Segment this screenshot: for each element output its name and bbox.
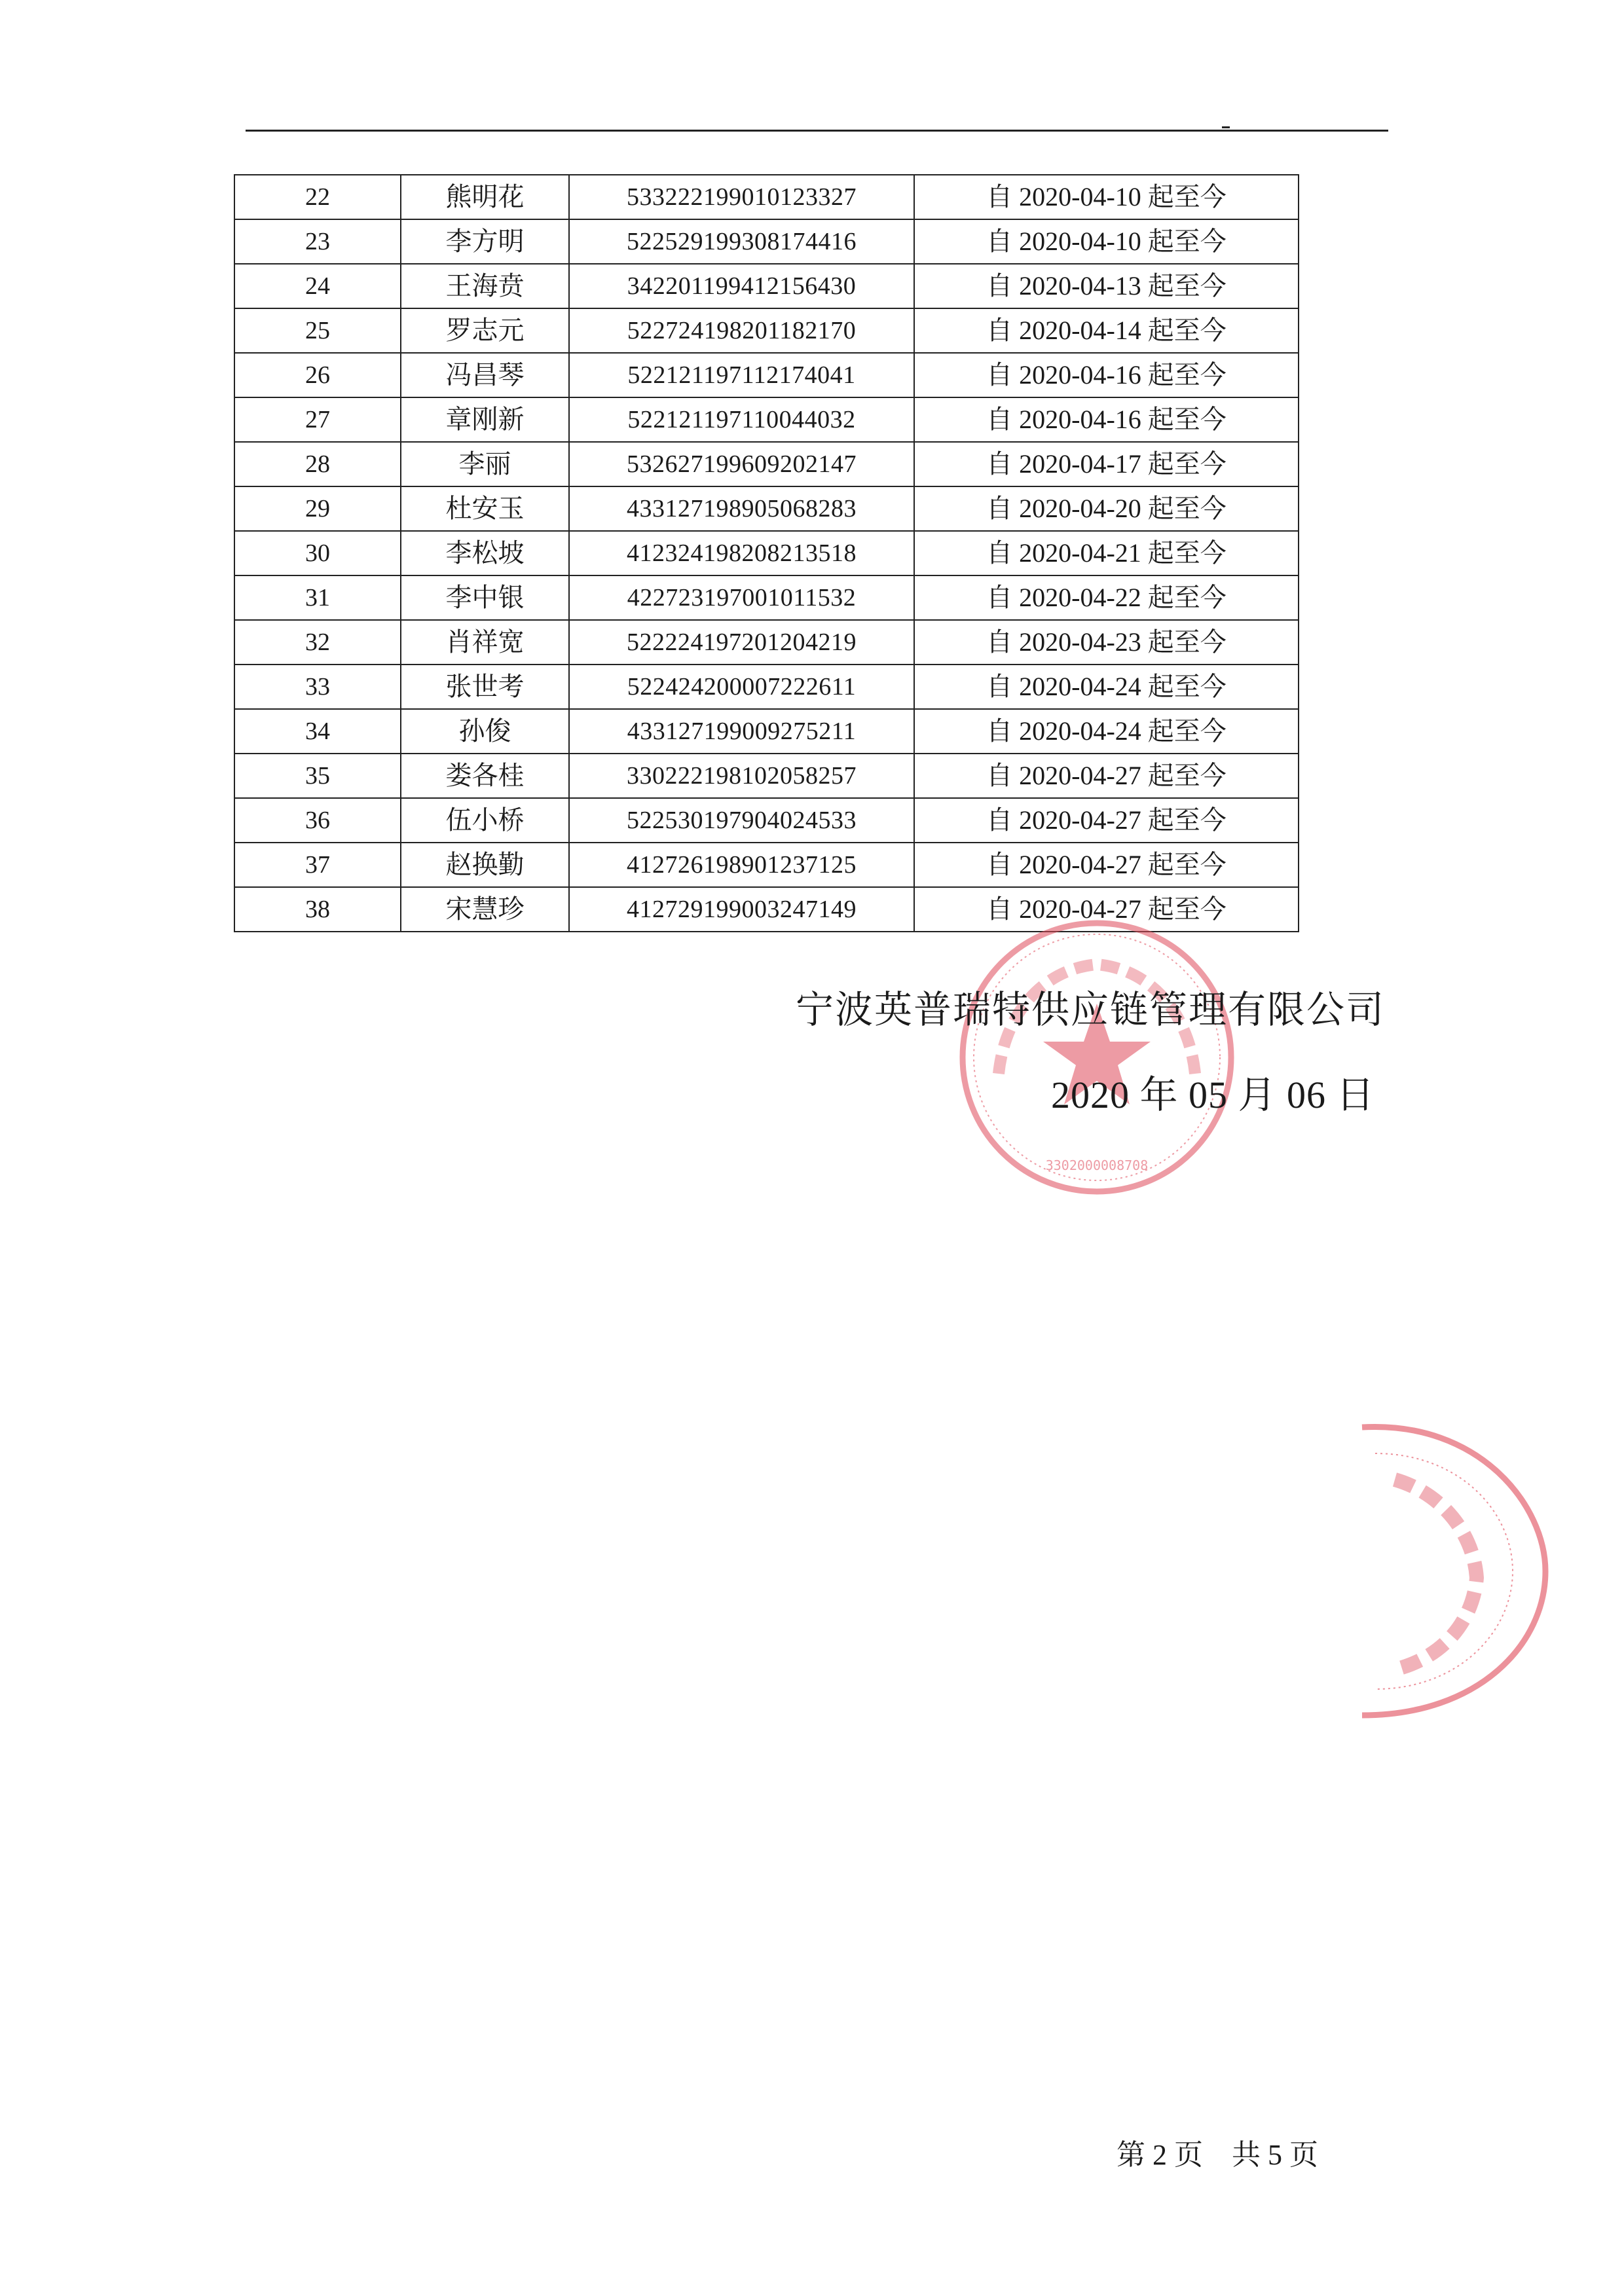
id-number: 522424200007222611	[569, 665, 914, 709]
row-number: 36	[234, 798, 401, 843]
employment-period: 自 2020-04-27 起至今	[914, 887, 1299, 932]
id-number: 522224197201204219	[569, 620, 914, 665]
table-row	[234, 264, 1299, 308]
id-number: 522529199308174416	[569, 219, 914, 264]
table-row	[234, 442, 1299, 486]
table-row	[234, 531, 1299, 575]
employee-name: 肖祥宽	[401, 620, 569, 665]
employee-name: 熊明花	[401, 175, 569, 219]
row-number: 29	[234, 486, 401, 531]
row-number: 38	[234, 887, 401, 932]
row-number: 33	[234, 665, 401, 709]
seal-number: 3302000008708	[1045, 1157, 1149, 1173]
table-row	[234, 397, 1299, 442]
employment-period: 自 2020-04-22 起至今	[914, 575, 1299, 620]
table-row	[234, 843, 1299, 887]
employee-name: 杜安玉	[401, 486, 569, 531]
page-total: 共 5 页	[1232, 2139, 1318, 2171]
row-number: 35	[234, 754, 401, 798]
employee-name: 赵换勤	[401, 843, 569, 887]
employee-name: 张世考	[401, 665, 569, 709]
employee-name: 娄各桂	[401, 754, 569, 798]
id-number: 412324198208213518	[569, 531, 914, 575]
table-row	[234, 620, 1299, 665]
table-row	[234, 308, 1299, 353]
row-number: 31	[234, 575, 401, 620]
company-name: 宁波英普瑞特供应链管理有限公司	[796, 989, 1386, 1031]
id-number: 330222198102058257	[569, 754, 914, 798]
page-number: 第 2 页	[1116, 2139, 1203, 2171]
employment-period: 自 2020-04-10 起至今	[914, 219, 1299, 264]
id-number: 433127198905068283	[569, 486, 914, 531]
employee-name: 李方明	[401, 219, 569, 264]
edge-seal-fragment	[1349, 1408, 1611, 1735]
row-number: 27	[234, 397, 401, 442]
row-number: 26	[234, 353, 401, 397]
employment-period: 自 2020-04-23 起至今	[914, 620, 1299, 665]
table-row	[234, 175, 1299, 219]
id-number: 412726198901237125	[569, 843, 914, 887]
roster-body	[234, 175, 1299, 932]
table-row	[234, 575, 1299, 620]
signature-date: 2020 年 05 月 06 日	[1051, 1074, 1375, 1116]
employment-period: 自 2020-04-24 起至今	[914, 709, 1299, 754]
header-dash	[1222, 126, 1230, 128]
id-number: 532627199609202147	[569, 442, 914, 486]
employee-name: 李中银	[401, 575, 569, 620]
row-number: 34	[234, 709, 401, 754]
employment-period: 自 2020-04-17 起至今	[914, 442, 1299, 486]
company-seal	[953, 913, 1241, 1201]
employment-period: 自 2020-04-13 起至今	[914, 264, 1299, 308]
id-number: 522121197112174041	[569, 353, 914, 397]
employment-period: 自 2020-04-24 起至今	[914, 665, 1299, 709]
table-row	[234, 665, 1299, 709]
table-row	[234, 219, 1299, 264]
employment-period: 自 2020-04-16 起至今	[914, 353, 1299, 397]
employee-name: 章刚新	[401, 397, 569, 442]
row-number: 22	[234, 175, 401, 219]
employment-period: 自 2020-04-27 起至今	[914, 843, 1299, 887]
employment-period: 自 2020-04-16 起至今	[914, 397, 1299, 442]
table-row	[234, 353, 1299, 397]
employment-period: 自 2020-04-10 起至今	[914, 175, 1299, 219]
id-number: 522530197904024533	[569, 798, 914, 843]
id-number: 433127199009275211	[569, 709, 914, 754]
employment-period: 自 2020-04-20 起至今	[914, 486, 1299, 531]
row-number: 28	[234, 442, 401, 486]
employment-period: 自 2020-04-27 起至今	[914, 754, 1299, 798]
table-row	[234, 709, 1299, 754]
employee-name: 孙俊	[401, 709, 569, 754]
employee-name: 宋慧珍	[401, 887, 569, 932]
id-number: 422723197001011532	[569, 575, 914, 620]
id-number: 342201199412156430	[569, 264, 914, 308]
id-number: 522121197110044032	[569, 397, 914, 442]
id-number: 412729199003247149	[569, 887, 914, 932]
table-row	[234, 798, 1299, 843]
table-row	[234, 754, 1299, 798]
employee-name: 王海贲	[401, 264, 569, 308]
id-number: 533222199010123327	[569, 175, 914, 219]
employee-name: 伍小桥	[401, 798, 569, 843]
row-number: 25	[234, 308, 401, 353]
employee-roster-table	[234, 174, 1299, 932]
employee-name: 李丽	[401, 442, 569, 486]
employee-name: 李松坡	[401, 531, 569, 575]
row-number: 32	[234, 620, 401, 665]
employee-name: 冯昌琴	[401, 353, 569, 397]
employment-period: 自 2020-04-27 起至今	[914, 798, 1299, 843]
page-footer	[1116, 2131, 1318, 2173]
header-rule	[246, 130, 1388, 132]
employment-period: 自 2020-04-14 起至今	[914, 308, 1299, 353]
id-number: 522724198201182170	[569, 308, 914, 353]
row-number: 24	[234, 264, 401, 308]
table-row	[234, 486, 1299, 531]
row-number: 23	[234, 219, 401, 264]
row-number: 37	[234, 843, 401, 887]
row-number: 30	[234, 531, 401, 575]
employment-period: 自 2020-04-21 起至今	[914, 531, 1299, 575]
employee-name: 罗志元	[401, 308, 569, 353]
